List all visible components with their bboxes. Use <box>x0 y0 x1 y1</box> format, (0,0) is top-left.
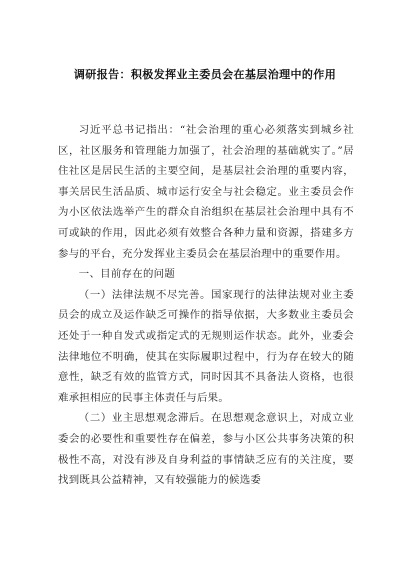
document-title: 调研报告：积极发挥业主委员会在基层治理中的作用 <box>73 68 337 81</box>
subsection-paragraph-2: （二）业主思想观念滞后。在思想观念意识上，对成立业委会的必要性和重要性存在偏差，参与小区公共事务决策的积极性不高，对没有涉及自身利益的事情缺乏应有的关注度，要找到既具公益精神，又有较强能力的候选委 <box>58 412 354 487</box>
intro-paragraph: 习近平总书记指出：“社会治理的重心必须落实到城乡社区，社区服务和管理能力加强了，社会治理的基础就实了。”居住社区是居民生活的主要空间，是基层社会治理的重要内容，事关居民生活品质、城市运行安全与社会稳定。业主委员会作为小区依法选举产生的群众自治组织在基层社会治理中具有不可或缺的作用，因此必须有效整合各种力量和资源，搭建多方参与的平台，充分发挥业主委员会在基层治理中的重要作用。 <box>58 124 354 260</box>
subsection-paragraph-1: （一）法律法规不尽完善。国家现行的法律法规对业主委员会的成立及运作缺乏可操作的指导依据，大多数业主委员会还处于一种自发式或指定式的无规则运作状态。此外，业委会法律地位不明确，使其在实际履职过程中，行为存在较大的随意性，缺乏有效的监管方式，同时因其不具备法人资格，也很难承担相应的民事主体责任与后果。 <box>58 288 354 404</box>
document-body <box>58 120 354 491</box>
section-heading: 一、目前存在的问题 <box>78 268 176 281</box>
